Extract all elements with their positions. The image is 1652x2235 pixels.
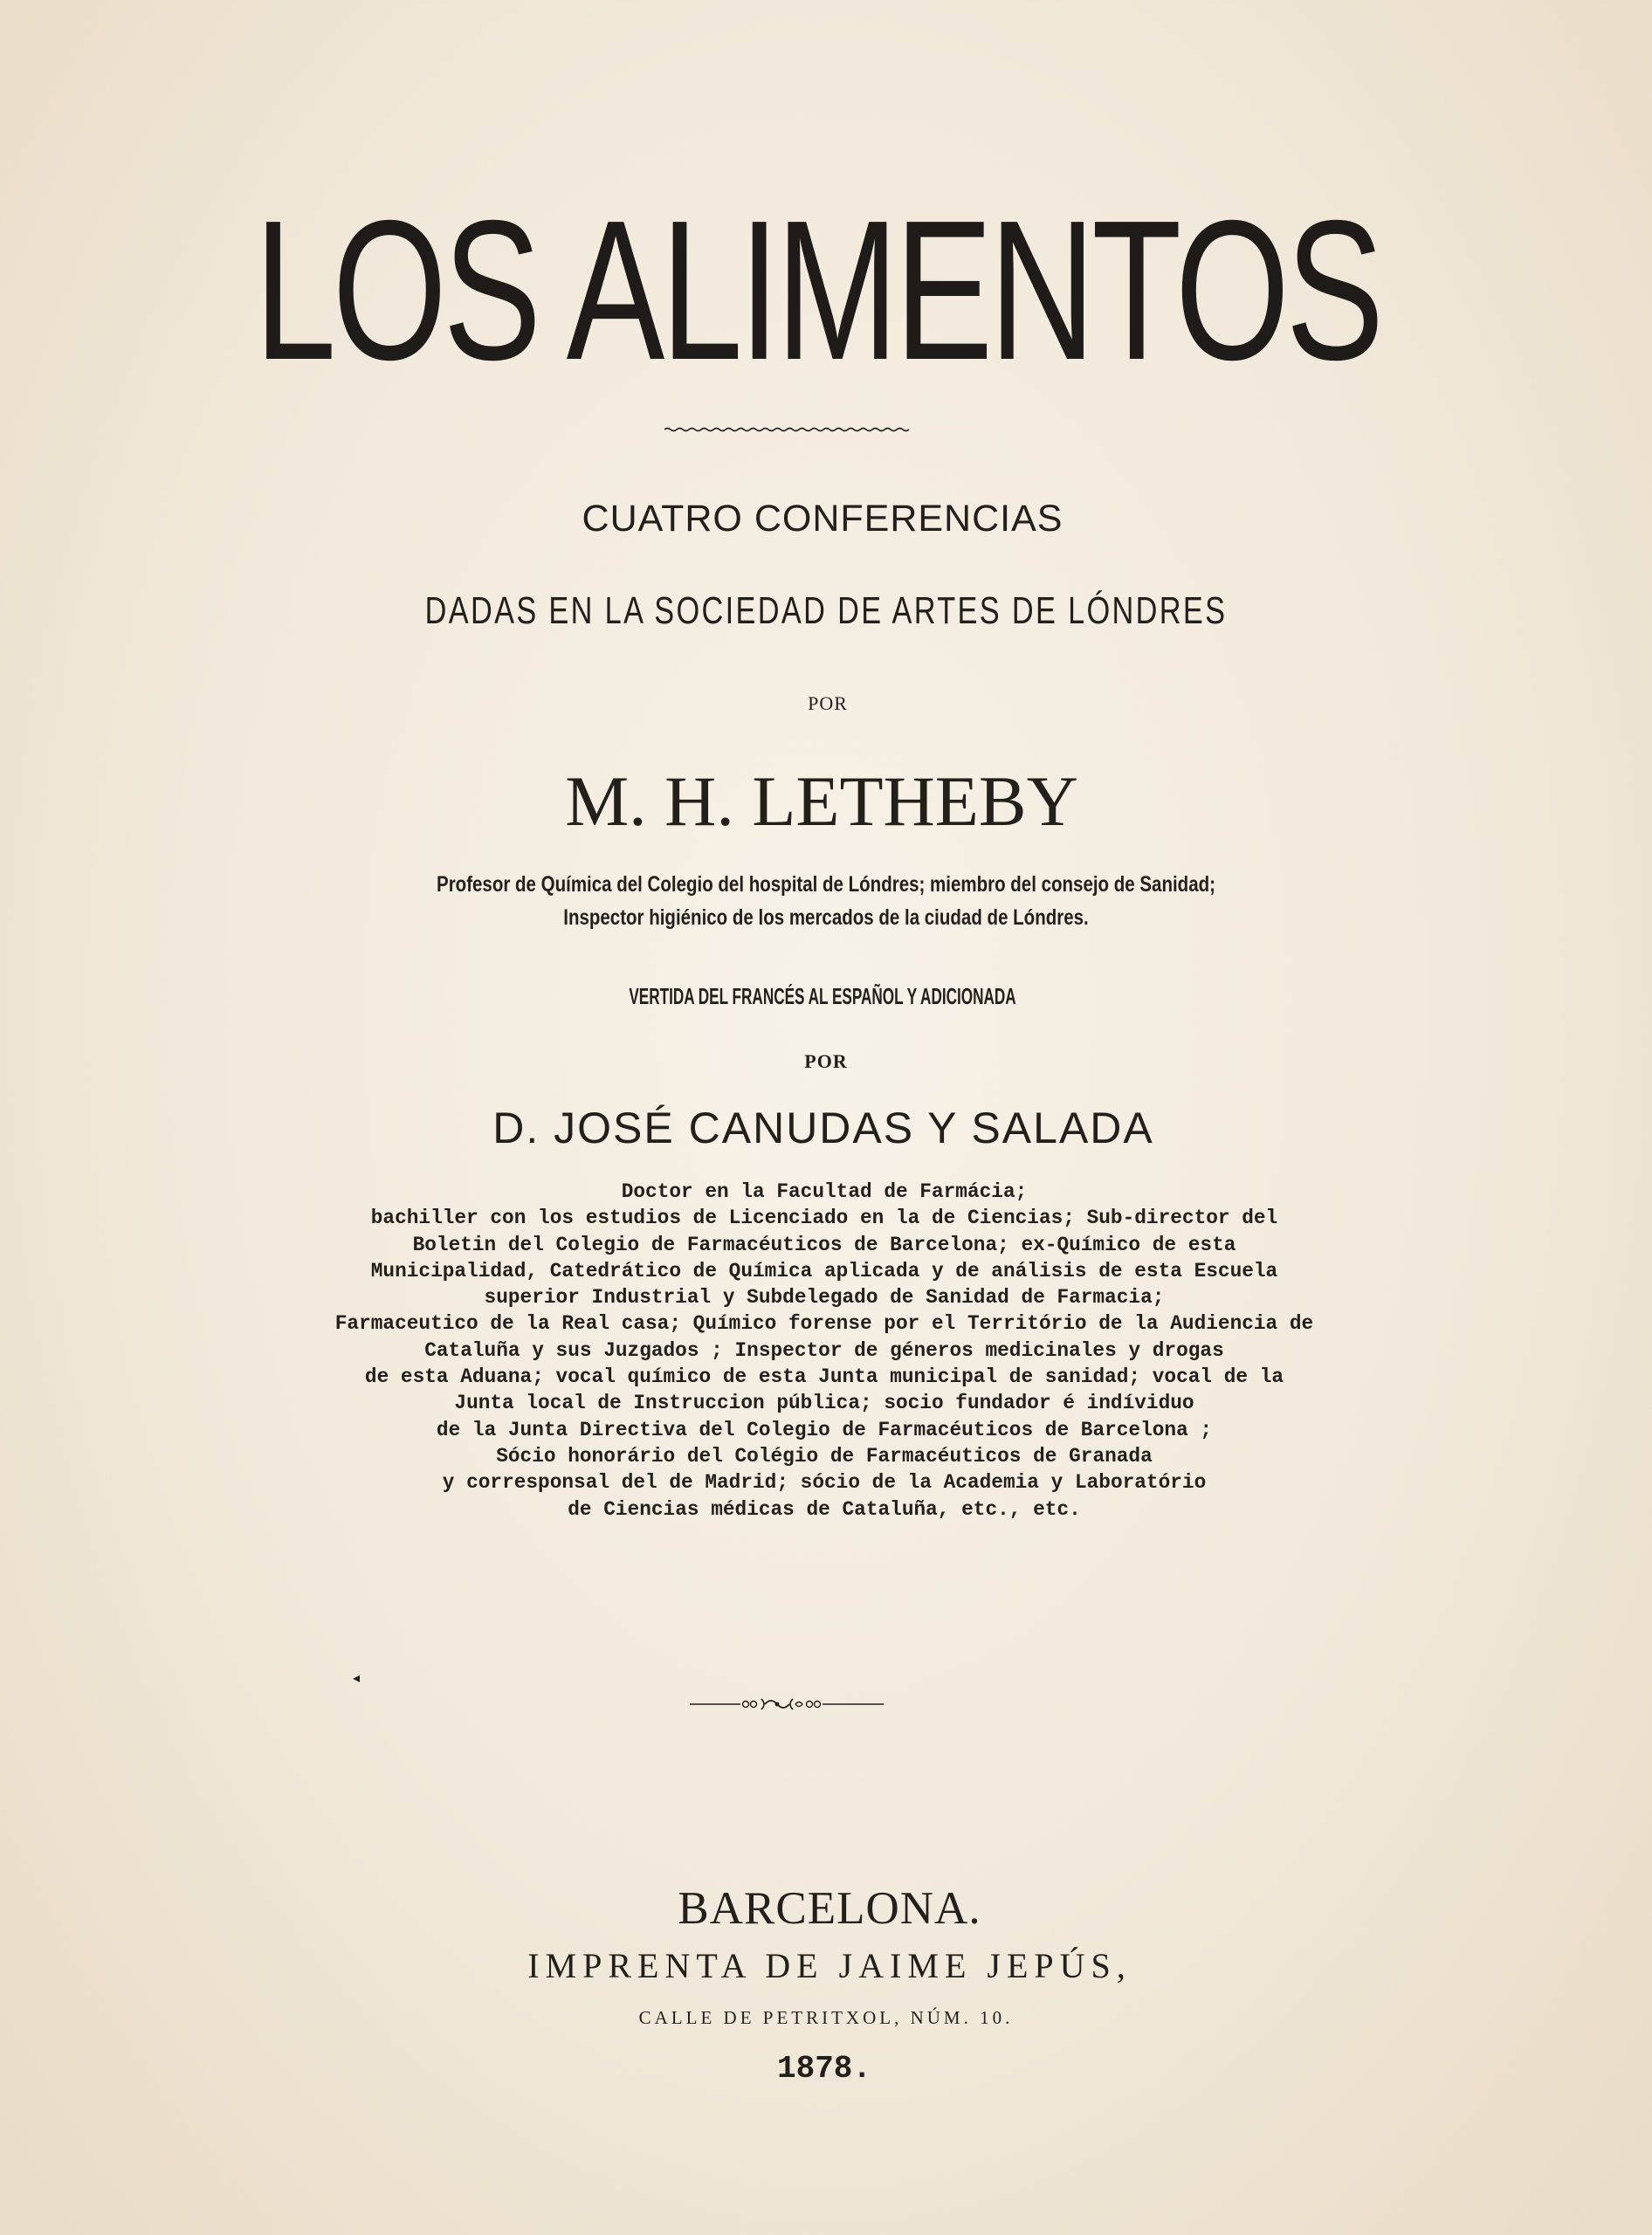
translator-name: D. JOSÉ CANUDAS Y SALADA: [492, 1104, 1154, 1152]
translator-description-line: y corresponsal del de Madrid; sócio de la Academia y Laboratório: [442, 1471, 1207, 1495]
by-label: POR: [804, 1050, 848, 1072]
translator-description-line: de esta Aduana; vocal químico de esta Junta municipal de sanidad; vocal de la: [364, 1365, 1284, 1389]
imprint-city: BARCELONA.: [678, 1883, 981, 1934]
wavy-rule-icon: [664, 427, 911, 432]
decorative-ornament-icon: [690, 1695, 884, 1714]
imprint-street: CALLE DE PETRITXOL, NÚM. 10.: [638, 2007, 1014, 2028]
subtitle: CUATRO CONFERENCIAS: [582, 498, 1063, 540]
author-credentials-line: Inspector higiénico de los mercados de la ciudad de Lóndres.: [563, 905, 1089, 930]
imprint-year: 1878.: [776, 2051, 872, 2087]
by-label: POR: [808, 692, 848, 714]
translator-description-line: de Ciencias médicas de Cataluña, etc., etc.: [568, 1497, 1081, 1521]
translator-description-line: bachiller con los estudios de Licenciado en la de Ciencias; Sub-director del: [370, 1207, 1278, 1230]
imprint-printer: IMPRENTA DE JAIME JEPÚS,: [527, 1946, 1132, 1985]
translator-description-line: Farmaceutico de la Real casa; Químico forense por el Território de la Audiencia de: [334, 1312, 1314, 1336]
small-left-arrow-icon: ◂: [353, 1669, 361, 1686]
author-name: M. H. LETHEBY: [565, 761, 1078, 841]
translator-description-line: Boletin del Colegio de Farmacéuticos de Barcelona; ex-Químico de esta: [412, 1233, 1236, 1256]
translator-description-line: Doctor en la Facultad de Farmácia;: [621, 1180, 1028, 1203]
translator-description-line: Junta local de Instruccion pública; socio fundador é indíviduo: [454, 1392, 1194, 1415]
author-credentials-line: Profesor de Química del Colegio del hospital de Lóndres; miembro del consejo de Sanidad;: [437, 872, 1215, 897]
author-credentials: [148, 868, 1503, 934]
subtitle-detail: DADAS EN LA SOCIEDAD DE ARTES DE LÓNDRES: [424, 589, 1228, 632]
translator-description-line: Cataluña y sus Juzgados ; Inspector de géneros medicinales y drogas: [424, 1338, 1224, 1362]
translator-description-line: Sócio honorário del Colégio de Farmacéuticos de Granada: [496, 1444, 1153, 1468]
book-title: LOS ALIMENTOS: [254, 180, 1380, 402]
translator-description-line: de la Junta Directiva del Colegio de Farmacéuticos de Barcelona ;: [436, 1418, 1213, 1441]
translator-description-line: superior Industrial y Subdelegado de Sanidad de Farmacia;: [484, 1286, 1165, 1310]
translator-description: [6, 1179, 1642, 1523]
translation-note: VERTIDA DEL FRANCÉS AL ESPAÑOL Y ADICIONADA: [629, 983, 1016, 1009]
translator-description-line: Municipalidad, Catedrático de Química aplicada y de análisis de esta Escuela: [370, 1259, 1278, 1283]
